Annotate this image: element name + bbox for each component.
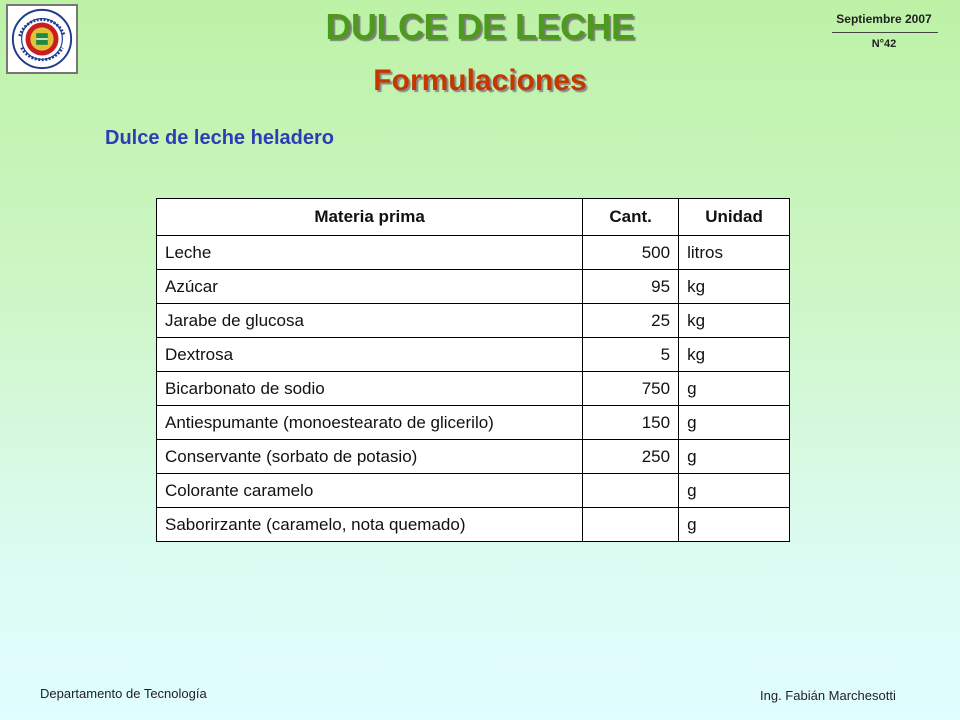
ingredient-quantity: 500 [583, 236, 679, 270]
ingredient-name: Dextrosa [157, 338, 583, 372]
ingredient-unit: g [679, 406, 790, 440]
ingredient-unit: g [679, 508, 790, 542]
ingredient-name: Jarabe de glucosa [157, 304, 583, 338]
ingredient-quantity: 95 [583, 270, 679, 304]
table-header-row [157, 199, 790, 236]
table-row [157, 508, 790, 542]
ingredient-unit: g [679, 474, 790, 508]
table-row [157, 304, 790, 338]
date-divider [832, 32, 938, 33]
ingredient-quantity: 150 [583, 406, 679, 440]
section-heading: Dulce de leche heladero [105, 127, 334, 149]
table-row [157, 440, 790, 474]
ingredient-name: Conservante (sorbato de potasio) [157, 440, 583, 474]
ingredient-quantity [583, 508, 679, 542]
page-title: DULCE DE LECHE [325, 6, 635, 47]
ingredient-name: Saborirzante (caramelo, nota quemado) [157, 508, 583, 542]
table-row [157, 270, 790, 304]
ingredient-unit: kg [679, 270, 790, 304]
ingredient-name: Azúcar [157, 270, 583, 304]
ingredient-name: Bicarbonato de sodio [157, 372, 583, 406]
ingredient-unit: kg [679, 304, 790, 338]
ingredient-quantity: 250 [583, 440, 679, 474]
table-row [157, 406, 790, 440]
ingredient-quantity: 5 [583, 338, 679, 372]
header-materia-prima: Materia prima [157, 199, 583, 236]
ingredient-name: Leche [157, 236, 583, 270]
formulation-table [156, 198, 790, 542]
ingredient-name: Colorante caramelo [157, 474, 583, 508]
table-row [157, 372, 790, 406]
ingredient-quantity [583, 474, 679, 508]
header-unidad: Unidad [679, 199, 790, 236]
header-cantidad: Cant. [583, 199, 679, 236]
ingredient-unit: kg [679, 338, 790, 372]
ingredient-name: Antiespumante (monoestearato de glicerilo) [157, 406, 583, 440]
footer-department: Departamento de Tecnología [40, 686, 207, 701]
slide-number: N°42 [871, 38, 897, 50]
date-label: Septiembre 2007 [836, 12, 932, 26]
ingredient-unit: litros [679, 236, 790, 270]
ingredient-unit: g [679, 372, 790, 406]
footer-author: Ing. Fabián Marchesotti [760, 688, 896, 703]
ingredient-unit: g [679, 440, 790, 474]
page-subtitle: Formulaciones [373, 64, 587, 97]
table-row [157, 236, 790, 270]
table-row [157, 474, 790, 508]
ingredient-quantity: 25 [583, 304, 679, 338]
ingredient-quantity: 750 [583, 372, 679, 406]
table-row [157, 338, 790, 372]
